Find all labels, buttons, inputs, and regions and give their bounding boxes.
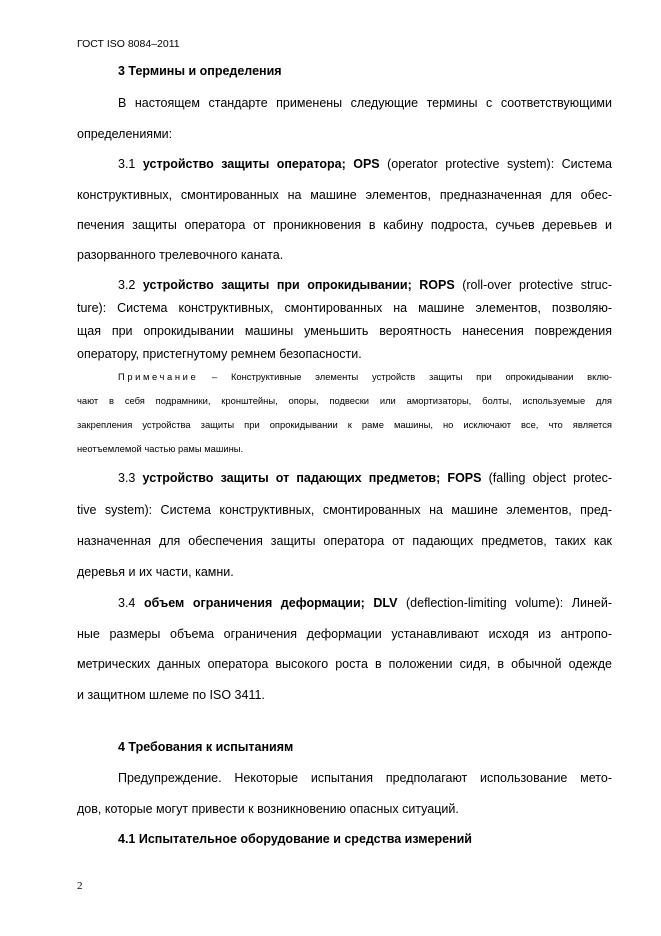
term-definition-start: (falling object protec- (488, 471, 612, 485)
term-number: 3.1 (118, 157, 136, 171)
term-3-3-line-3: назначенная для обеспечения защиты оператора от падающих предметов, таких как (77, 534, 612, 548)
note-dash: – (212, 371, 218, 382)
term-3-4-line-3: метрических данных оператора высокого роста в положении сидя, в обычной одежде (77, 657, 612, 671)
section-4-heading: 4 Требования к испытаниям (118, 740, 294, 754)
term-definition-start: (roll-over protective struc- (462, 278, 612, 292)
term-3-3-line-4: деревья и их части, камни. (77, 565, 234, 579)
note-line-4: неотъемлемой частью рамы машины. (77, 443, 244, 454)
term-3-2-line-1 (118, 278, 612, 292)
term-3-1-line-1 (118, 157, 612, 171)
term-3-2-line-4: оператору, пристегнутому ремнем безопасности. (77, 347, 362, 361)
term-3-2-line-3: щая при опрокидывании машины уменьшить вероятность нанесения повреждения (77, 324, 612, 338)
term-definition-start: (deflection-limiting volume): Линей- (406, 596, 612, 610)
term-3-3-line-1 (118, 471, 612, 485)
term-3-1-line-4: разорванного трелевочного каната. (77, 248, 284, 262)
term-number: 3.3 (118, 471, 136, 485)
term-name: устройство защиты оператора; OPS (142, 157, 380, 171)
note-text-start: Конструктивные элементы устройств защиты при опрокидывании вклю- (230, 371, 612, 382)
term-3-2-line-2: ture): Система конструктивных, смонтированных на машине элементов, позволяю- (77, 301, 612, 315)
intro-line-1: В настоящем стандарте применены следующие термины с соответствующими (118, 96, 612, 110)
term-number: 3.2 (118, 278, 136, 292)
note-line-2: чают в себя подрамники, кронштейны, опоры, подвески или амортизаторы, болты, используемые для (77, 395, 612, 406)
warning-line-2: дов, которые могут привести к возникновению опасных ситуаций. (77, 802, 459, 816)
term-3-4-line-2: ные размеры объема ограничения деформации устанавливают исходя из антропо- (77, 627, 612, 641)
term-3-1-line-2: конструктивных, смонтированных на машине элементов, предназначенная для обес- (77, 188, 612, 202)
warning-line-1: Предупреждение. Некоторые испытания предполагают использование мето- (118, 771, 612, 785)
document-header: ГОСТ ISO 8084–2011 (77, 38, 180, 50)
intro-line-2: определениями: (77, 127, 173, 141)
page-number: 2 (77, 880, 83, 892)
term-name: устройство защиты от падающих предметов; FOPS (142, 471, 482, 485)
term-name: объем ограничения деформации; DLV (143, 596, 398, 610)
term-3-3-line-2: tive system): Система конструктивных, смонтированных на машине элементов, пред- (77, 503, 612, 517)
term-3-4-line-1 (118, 596, 612, 610)
term-3-1-line-3: печения защиты оператора от проникновения в кабину подроста, сучьев деревьев и (77, 218, 612, 232)
note-line-3: закрепления устройства защиты при опрокидывании к раме машины, но исключают все, что является (77, 419, 612, 430)
note-line-1 (118, 371, 612, 382)
term-name: устройство защиты при опрокидывании; ROPS (142, 278, 455, 292)
note-label: Примечание (118, 371, 199, 382)
section-4-1-heading: 4.1 Испытательное оборудование и средства измерений (118, 832, 472, 846)
section-3-heading: 3 Термины и определения (118, 64, 282, 78)
term-number: 3.4 (118, 596, 136, 610)
term-definition-start: (operator protective system): Система (387, 157, 612, 171)
term-3-4-line-4: и защитном шлеме по ISO 3411. (77, 688, 265, 702)
